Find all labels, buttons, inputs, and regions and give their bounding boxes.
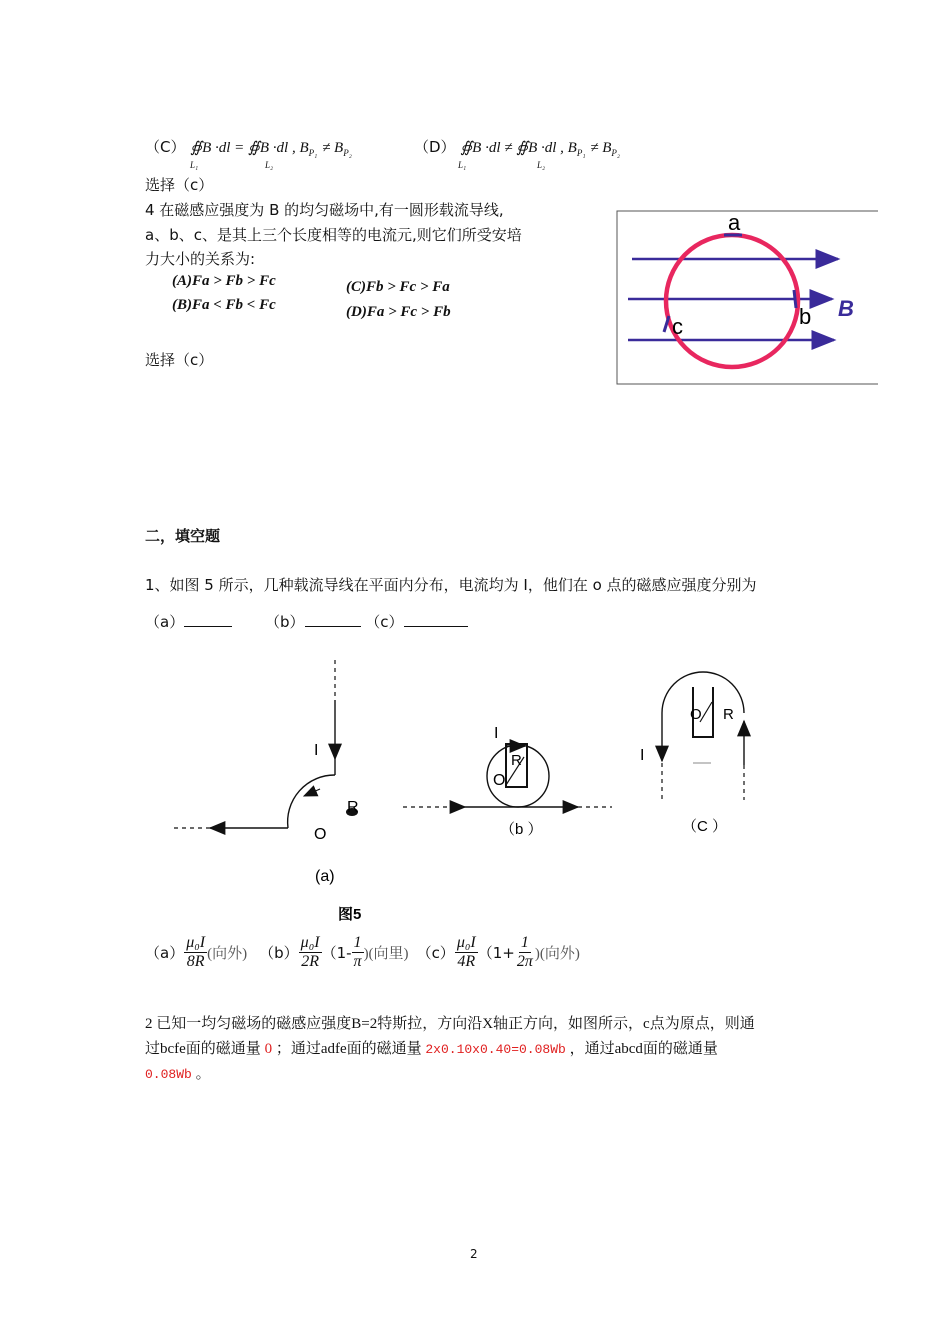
fig-c-R: R [723, 706, 734, 723]
option-c-p1: P₁ [308, 148, 318, 158]
q3-option-d [414, 136, 620, 164]
fig-b-O: O [493, 772, 506, 789]
fig-a-caption: (a) [315, 868, 335, 885]
ans-c-paren: （1+ [477, 943, 515, 962]
ans-b-direction: )(向里) [363, 945, 409, 962]
option-d-neq: ≠ B [590, 140, 612, 156]
blank-a [184, 612, 232, 627]
ans-b-paren: （1- [321, 943, 352, 962]
label-a: a [728, 210, 741, 235]
fill2-line2 [145, 1038, 718, 1061]
fill2-text-c: ，通过abcd面的磁通量 [565, 1041, 718, 1057]
option-d-l2: L₂ [537, 160, 546, 170]
option-d-formula: ∯B ·dl ≠ ∯B ·dl , B [460, 140, 577, 156]
fig-b-R: R [511, 752, 522, 769]
option-d-p1: P₁ [576, 148, 586, 158]
blank-c-label: （c） [365, 613, 404, 631]
element-b [794, 290, 796, 308]
ans-c-inner-fraction: $\frac{1}{2\pi}$ [516, 933, 533, 970]
label-b: b [799, 304, 812, 329]
label-c: c [672, 314, 683, 339]
ans-b-label: （b） [259, 943, 299, 962]
q3-option-c [145, 136, 352, 164]
fill2-text-a: 过bcfe面的磁通量 [145, 1041, 265, 1057]
q4-option-d: (D)Fa > Fc > Fb [346, 304, 451, 320]
ans-b-inner-fraction: $\frac{1}{\pi}$ [353, 933, 362, 970]
fig-b-I: I [494, 725, 499, 742]
fig-b-caption: （b ） [500, 821, 543, 838]
figure-5b [403, 725, 612, 838]
figure-5c [640, 672, 744, 835]
blank-a-label: （a） [145, 613, 185, 631]
fill2-line3 [145, 1063, 211, 1086]
ans-a-label: （a） [145, 943, 185, 962]
blank-c [404, 612, 468, 627]
option-d-label: （D） [414, 138, 456, 156]
ans-c-label: （c） [416, 943, 455, 962]
ans-a-direction: (向外) [207, 945, 248, 962]
blank-b-label: （b） [264, 613, 305, 631]
page-number: 2 [470, 1247, 478, 1261]
ans-c-direction: )(向外) [534, 945, 580, 962]
fig-a-I: I [314, 742, 319, 759]
ans-b-fraction: $\frac{\text{μ₀I}}{2R}$ [300, 933, 320, 970]
figure-5a [174, 660, 359, 885]
option-c-l2: L₂ [265, 160, 274, 170]
fig-c-O: O [690, 706, 702, 723]
fill2-line1: 2 已知一均匀磁场的磁感应强度B=2特斯拉，方向沿X轴正方向，如图所示，c点为原点，则通 [145, 1016, 755, 1032]
fig-a-O: O [314, 826, 327, 843]
q4-option-c: (C)Fb > Fc > Fa [346, 279, 450, 295]
option-c-label: （C） [145, 138, 186, 156]
fig-a-R: R [347, 799, 359, 816]
option-d-p2: P₂ [611, 148, 621, 158]
q4-line1: 4 在磁感应强度为 B 的均匀磁场中,有一圆形载流导线, [145, 201, 504, 219]
fill2-answer-3: 0.08Wb [145, 1067, 192, 1082]
q3-answer: 选择（c） [145, 176, 214, 194]
ans-c-fraction: $\frac{\text{μ₀I}}{4R}$ [456, 933, 476, 970]
option-c-l1: L₁ [190, 160, 199, 170]
q4-option-b: (B)Fa < Fb < Fc [172, 297, 276, 313]
fill1-blanks [145, 611, 468, 633]
fill2-answer-1: 0 [264, 1041, 273, 1057]
option-c-formula: ∯B ·dl = ∯B ·dl , B [190, 140, 309, 156]
option-c-neq: ≠ B [322, 140, 344, 156]
figure-5-title: 图5 [338, 906, 362, 923]
blank-b [305, 612, 361, 627]
fig-c-I: I [640, 747, 645, 764]
q4-answer: 选择（c） [145, 351, 214, 369]
ans-a-fraction: $\frac{\text{μ₀I}}{8R}$ [186, 933, 206, 970]
option-c-p2: P₂ [343, 148, 352, 158]
section-title: 二，填空题 [145, 527, 221, 545]
option-d-l1: L₁ [458, 160, 467, 170]
q4-line3: 力大小的关系为: [145, 250, 256, 268]
fill1-answers [145, 930, 580, 974]
figure-5 [160, 655, 780, 935]
current-loop [666, 235, 798, 367]
fill1-question: 1、如图 5 所示，几种载流导线在平面内分布，电流均为 I，他们在 o 点的磁感应强度分别为 [145, 576, 757, 594]
fill2-text-end: 。 [191, 1066, 211, 1082]
q4-figure [616, 210, 878, 386]
fill2-answer-2: 2x0.10x0.40=0.08Wb [425, 1042, 566, 1057]
fig-c-caption: （C ） [682, 818, 728, 835]
label-B: B [838, 296, 854, 321]
fill2-text-b: ；通过adfe面的磁通量 [272, 1041, 426, 1057]
q4-option-a: (A)Fa > Fb > Fc [172, 273, 276, 289]
q4-line2: a、b、c、是其上三个长度相等的电流元,则它们所受安培 [145, 226, 522, 244]
